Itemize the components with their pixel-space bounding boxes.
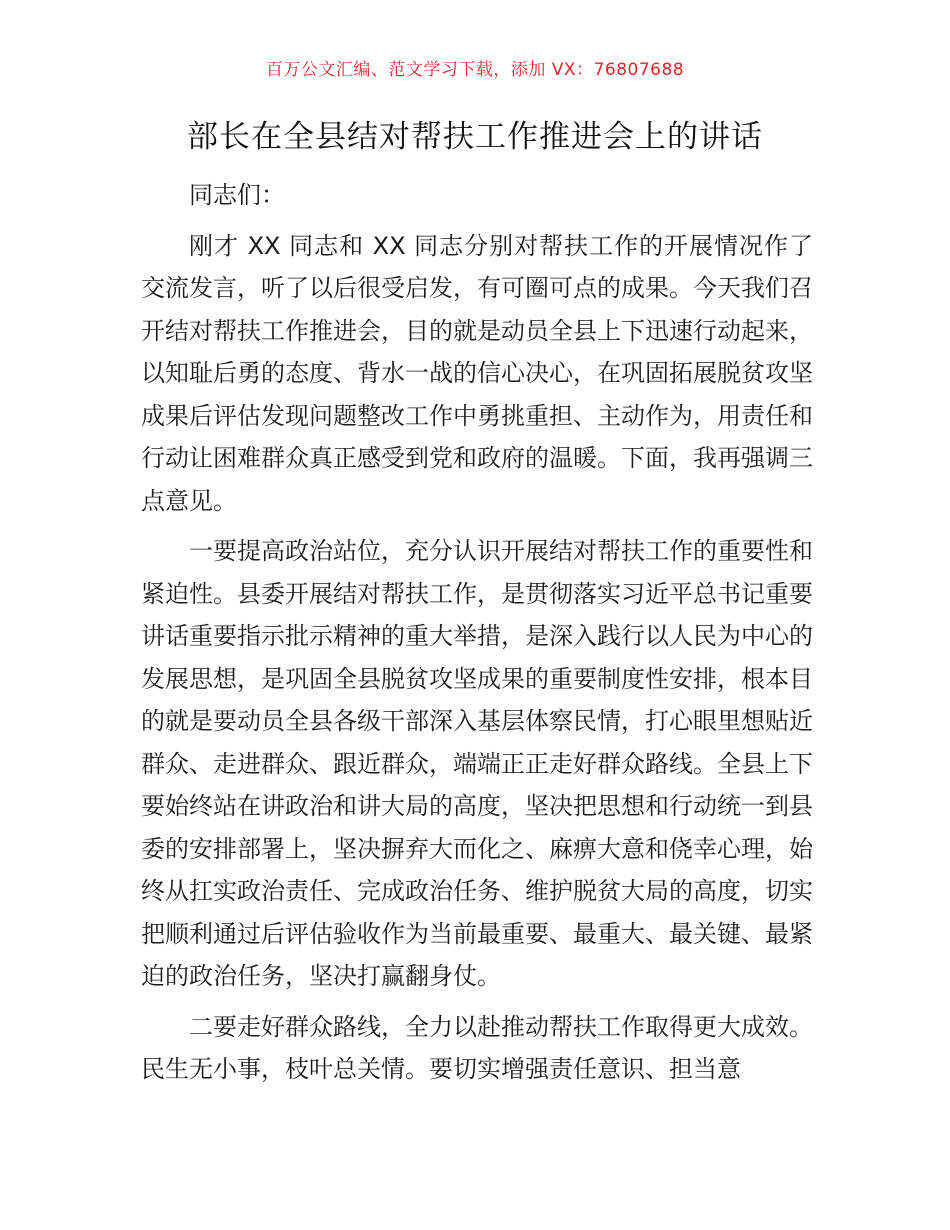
paragraph-point-two: 二要走好群众路线，全力以赴推动帮扶工作取得更大成效。民生无小事，枝叶总关情。要切实增强责任意识、担当意	[141, 1012, 813, 1083]
paragraph-intro: 刚才 XX 同志和 XX 同志分别对帮扶工作的开展情况作了交流发言，听了以后很受启发，有可圈可点的成果。今天我们召开结对帮扶工作推进会，目的就是动员全县上下迅速行动起来，以知耻后勇的态度、背水一战的信心决心，在巩固拓展脱贫攻坚成果后评估发现问题整改工作中勇挑重担、主动作为，用责任和行动让困难群众真正感受到党和政府的温暖。下面，我再强调三点意见。	[141, 231, 813, 515]
paragraph-point-one: 一要提高政治站位，充分认识开展结对帮扶工作的重要性和紧迫性。县委开展结对帮扶工作，是贯彻落实习近平总书记重要讲话重要指示批示精神的重大举措，是深入践行以人民为中心的发展思想，是巩固全县脱贫攻坚成果的重要制度性安排，根本目的就是要动员全县各级干部深入基层体察民情，打心眼里想贴近群众、走进群众、跟近群众，端端正正走好群众路线。全县上下要始终站在讲政治和讲大局的高度，坚决把思想和行动统一到县委的安排部署上，坚决摒弃大而化之、麻痹大意和侥幸心理，始终从扛实政治责任、完成政治任务、维护脱贫大局的高度，切实把顺利通过后评估验收作为当前最重要、最重大、最关键、最紧迫的政治任务，坚决打赢翻身仗。	[141, 537, 813, 990]
document-body	[141, 174, 813, 1091]
salutation: 同志们：	[189, 181, 285, 209]
document-title: 部长在全县结对帮扶工作推进会上的讲话	[187, 119, 763, 155]
watermark-banner: 百万公文汇编、范文学习下载，添加 VX：76807688	[265, 60, 685, 80]
